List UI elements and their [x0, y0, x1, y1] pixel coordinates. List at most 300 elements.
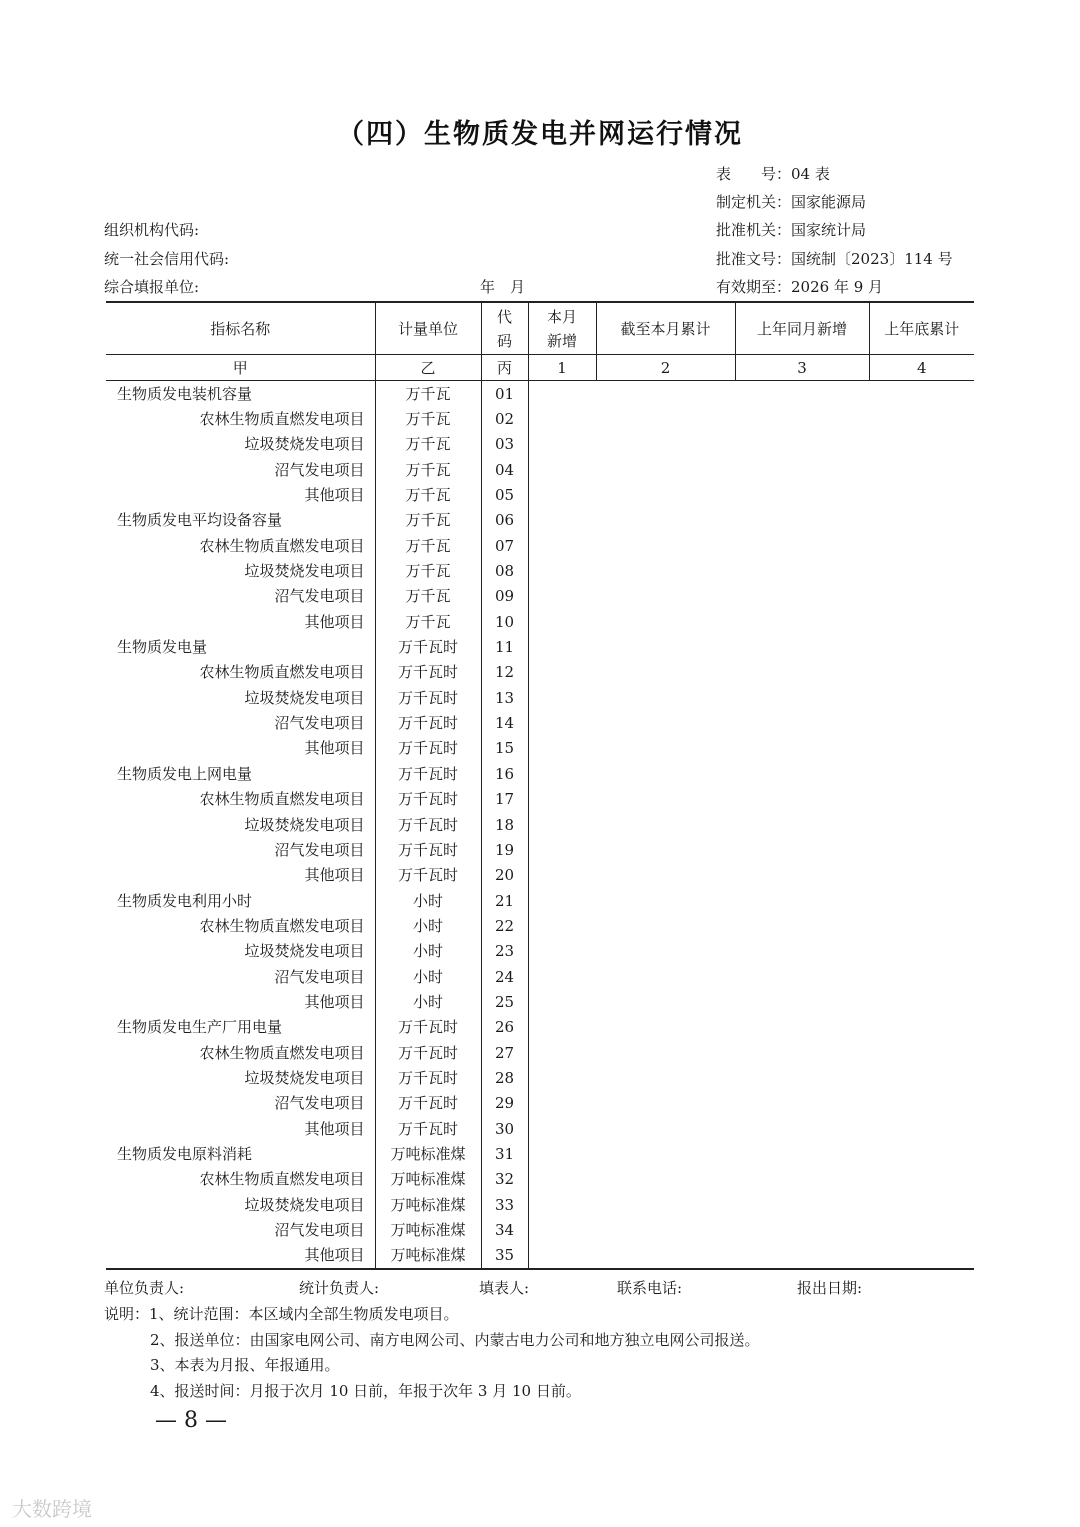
- code-cell: 04: [481, 457, 528, 482]
- value-cell: [528, 685, 596, 710]
- value-cell: [735, 1243, 869, 1269]
- indicator-name-cell: 沼气发电项目: [274, 714, 365, 733]
- value-cell: [528, 1091, 596, 1116]
- unit-cell: 万吨标准煤: [375, 1167, 481, 1192]
- table-row: [106, 432, 974, 457]
- value-cell: [596, 1065, 735, 1090]
- value-cell: [869, 432, 974, 457]
- value-cell: [528, 381, 596, 407]
- value-cell: [528, 913, 596, 938]
- note-line: 3、本表为月报、年报通用。: [150, 1356, 340, 1374]
- indicator-name-cell: 垃圾焚烧发电项目: [244, 688, 365, 707]
- value-cell: [596, 710, 735, 735]
- value-cell: [869, 609, 974, 634]
- value-cell: [869, 761, 974, 786]
- indicator-name-cell: 其他项目: [304, 739, 365, 758]
- value-cell: [869, 1040, 974, 1065]
- subheader-cell: 2: [596, 355, 735, 381]
- value-cell: [735, 736, 869, 761]
- value-cell: [528, 710, 596, 735]
- meta-label: 制定机关：: [716, 193, 792, 211]
- value-cell: [596, 432, 735, 457]
- value-cell: [528, 989, 596, 1014]
- value-cell: [528, 609, 596, 634]
- header-code-line: 码: [496, 331, 512, 350]
- value-cell: [596, 1192, 735, 1217]
- value-cell: [596, 660, 735, 685]
- unit-cell: 万千瓦: [375, 584, 481, 609]
- value-cell: [735, 685, 869, 710]
- meta-valid-until: [716, 278, 883, 296]
- subheader-cell: 1: [528, 355, 596, 381]
- value-cell: [596, 381, 735, 407]
- value-cell: [869, 1116, 974, 1141]
- value-cell: [735, 1217, 869, 1242]
- value-cell: [869, 736, 974, 761]
- unit-cell: 万千瓦: [375, 381, 481, 407]
- value-cell: [596, 812, 735, 837]
- code-cell: 18: [481, 812, 528, 837]
- table-row: [106, 863, 974, 888]
- indicator-name-cell: 农林生物质直燃发电项目: [199, 790, 365, 809]
- value-cell: [869, 685, 974, 710]
- code-cell: 20: [481, 863, 528, 888]
- code-cell: 06: [481, 508, 528, 533]
- value-cell: [596, 787, 735, 812]
- code-cell: 05: [481, 482, 528, 507]
- code-cell: 08: [481, 558, 528, 583]
- value-cell: [528, 837, 596, 862]
- value-cell: [869, 1141, 974, 1166]
- value-cell: [528, 584, 596, 609]
- table-row: [106, 1116, 974, 1141]
- footer-report-date: 报出日期:: [797, 1279, 863, 1297]
- value-cell: [869, 533, 974, 558]
- unit-cell: 万千瓦: [375, 508, 481, 533]
- code-cell: 19: [481, 837, 528, 862]
- code-cell: 02: [481, 406, 528, 431]
- meta-value: 2026 年 9 月: [791, 278, 884, 296]
- unit-cell: 万千瓦时: [375, 863, 481, 888]
- value-cell: [596, 736, 735, 761]
- code-cell: 03: [481, 432, 528, 457]
- table-row: [106, 888, 974, 913]
- value-cell: [735, 406, 869, 431]
- value-cell: [869, 482, 974, 507]
- value-cell: [528, 660, 596, 685]
- code-cell: 09: [481, 584, 528, 609]
- indicator-name-cell: 沼气发电项目: [274, 1221, 365, 1240]
- value-cell: [869, 964, 974, 989]
- indicator-name-cell: 生物质发电生产厂用电量: [117, 1018, 283, 1037]
- indicator-name-cell: 其他项目: [106, 1243, 375, 1269]
- value-cell: [869, 913, 974, 938]
- value-cell: [735, 584, 869, 609]
- value-cell: [528, 1243, 596, 1269]
- unit-cell: 万千瓦: [375, 406, 481, 431]
- credit-code-field: 统一社会信用代码:: [104, 250, 230, 268]
- subheader-cell: 乙: [375, 355, 481, 381]
- code-cell: 26: [481, 1015, 528, 1040]
- code-cell: 27: [481, 1040, 528, 1065]
- code-cell: 11: [481, 634, 528, 659]
- value-cell: [596, 482, 735, 507]
- table-row: [106, 787, 974, 812]
- header-unit: 计量单位: [375, 302, 481, 355]
- unit-cell: 小时: [375, 913, 481, 938]
- value-cell: [869, 1167, 974, 1192]
- value-cell: [528, 1116, 596, 1141]
- value-cell: [528, 888, 596, 913]
- header-code: [481, 302, 528, 355]
- table-row: [106, 964, 974, 989]
- unit-cell: 万千瓦时: [375, 1116, 481, 1141]
- indicator-name-cell: 其他项目: [304, 1119, 365, 1138]
- value-cell: [869, 457, 974, 482]
- value-cell: [596, 685, 735, 710]
- code-cell: 14: [481, 710, 528, 735]
- value-cell: [735, 863, 869, 888]
- value-cell: [528, 1217, 596, 1242]
- header-month-new: [528, 302, 596, 355]
- code-cell: 31: [481, 1141, 528, 1166]
- value-cell: [596, 888, 735, 913]
- table-row: [106, 1217, 974, 1242]
- unit-cell: 万吨标准煤: [375, 1141, 481, 1166]
- notes: [104, 1302, 760, 1404]
- value-cell: [528, 533, 596, 558]
- watermark: 大数跨境: [12, 1497, 92, 1521]
- value-cell: [596, 1243, 735, 1269]
- table-row: [106, 736, 974, 761]
- value-cell: [869, 584, 974, 609]
- meta-value: 04 表: [791, 165, 830, 183]
- note-line: 4、报送时间：月报于次月 10 日前，年报于次年 3 月 10 日前。: [150, 1381, 581, 1400]
- indicator-name-cell: 沼气发电项目: [274, 1094, 365, 1113]
- indicator-name-cell: 垃圾焚烧发电项目: [244, 1068, 365, 1087]
- indicator-name-cell: 垃圾焚烧发电项目: [244, 562, 365, 581]
- unit-cell: 万千瓦: [375, 533, 481, 558]
- unit-cell: 万千瓦时: [375, 710, 481, 735]
- indicator-name-cell: 生物质发电平均设备容量: [117, 511, 283, 530]
- value-cell: [528, 482, 596, 507]
- table-row: [106, 812, 974, 837]
- subheader-cell: 4: [869, 355, 974, 381]
- table-row: [106, 1141, 974, 1166]
- meta-form-number: [716, 165, 830, 183]
- indicator-name-cell: 农林生物质直燃发电项目: [199, 663, 365, 682]
- code-cell: 22: [481, 913, 528, 938]
- table-row: [106, 1040, 974, 1065]
- table-row: [106, 710, 974, 735]
- value-cell: [735, 888, 869, 913]
- table-row: [106, 482, 974, 507]
- value-cell: [596, 1167, 735, 1192]
- table-row: [106, 1243, 974, 1269]
- table-row: [106, 406, 974, 431]
- value-cell: [735, 913, 869, 938]
- value-cell: [528, 1065, 596, 1090]
- header-last-year-end-cumulative: 上年底累计: [869, 302, 974, 355]
- meta-label: 表 号：: [716, 165, 792, 183]
- unit-cell: 万吨标准煤: [375, 1243, 481, 1269]
- unit-cell: 万千瓦时: [375, 1015, 481, 1040]
- unit-cell: 小时: [375, 939, 481, 964]
- meta-label: 批准文号：: [716, 250, 792, 268]
- value-cell: [869, 381, 974, 407]
- year-month-field: 年 月: [480, 278, 526, 296]
- indicator-name-cell: 其他项目: [304, 992, 365, 1011]
- indicator-name-cell: 生物质发电原料消耗: [117, 1144, 253, 1163]
- value-cell: [869, 863, 974, 888]
- table-row: [106, 457, 974, 482]
- indicator-name-cell: 生物质发电利用小时: [117, 891, 253, 910]
- meta-label: 批准机关：: [716, 221, 792, 239]
- value-cell: [528, 1040, 596, 1065]
- footer-filler: 填表人:: [479, 1279, 530, 1297]
- value-cell: [869, 1192, 974, 1217]
- code-cell: 32: [481, 1167, 528, 1192]
- unit-cell: 万千瓦时: [375, 660, 481, 685]
- indicator-name-cell: 沼气发电项目: [274, 460, 365, 479]
- value-cell: [596, 761, 735, 786]
- value-cell: [528, 939, 596, 964]
- meta-value: 国家统计局: [791, 221, 867, 239]
- code-cell: 07: [481, 533, 528, 558]
- value-cell: [596, 1141, 735, 1166]
- value-cell: [596, 584, 735, 609]
- value-cell: [735, 660, 869, 685]
- value-cell: [735, 381, 869, 407]
- table-row: [106, 1091, 974, 1116]
- header-month-new-line: 新增: [546, 331, 577, 350]
- table-row: [106, 381, 974, 407]
- table-row: [106, 1167, 974, 1192]
- indicator-name-cell: 农林生物质直燃发电项目: [199, 536, 365, 555]
- value-cell: [869, 989, 974, 1014]
- table-row: [106, 508, 974, 533]
- value-cell: [735, 1015, 869, 1040]
- value-cell: [735, 533, 869, 558]
- value-cell: [869, 660, 974, 685]
- table-row: [106, 558, 974, 583]
- unit-cell: 万千瓦时: [375, 685, 481, 710]
- value-cell: [528, 1192, 596, 1217]
- value-cell: [869, 710, 974, 735]
- header-last-year-month-new: 上年同月新增: [735, 302, 869, 355]
- code-cell: 15: [481, 736, 528, 761]
- value-cell: [735, 1091, 869, 1116]
- value-cell: [528, 558, 596, 583]
- value-cell: [528, 812, 596, 837]
- code-cell: 23: [481, 939, 528, 964]
- header-code-line: 代: [496, 307, 512, 326]
- unit-cell: 小时: [375, 964, 481, 989]
- meta-label: 有效期至：: [716, 278, 792, 296]
- value-cell: [735, 812, 869, 837]
- value-cell: [596, 939, 735, 964]
- indicator-name-cell: 垃圾焚烧发电项目: [244, 815, 365, 834]
- value-cell: [869, 1065, 974, 1090]
- code-cell: 30: [481, 1116, 528, 1141]
- code-cell: 28: [481, 1065, 528, 1090]
- unit-cell: 万千瓦: [375, 609, 481, 634]
- indicator-name-cell: 沼气发电项目: [274, 967, 365, 986]
- value-cell: [735, 787, 869, 812]
- indicator-name-cell: 农林生物质直燃发电项目: [199, 1043, 365, 1062]
- value-cell: [735, 609, 869, 634]
- value-cell: [735, 1040, 869, 1065]
- table-row: [106, 913, 974, 938]
- value-cell: [735, 837, 869, 862]
- value-cell: [528, 1167, 596, 1192]
- value-cell: [596, 1091, 735, 1116]
- org-code-field: 组织机构代码:: [104, 221, 200, 239]
- value-cell: [735, 989, 869, 1014]
- value-cell: [869, 812, 974, 837]
- unit-cell: 万千瓦时: [375, 1065, 481, 1090]
- table-row: [106, 1192, 974, 1217]
- meta-approving-authority: [716, 221, 866, 239]
- value-cell: [596, 609, 735, 634]
- page-title: （四）生物质发电并网运行情况: [337, 119, 743, 150]
- footer-unit-head: 单位负责人:: [104, 1279, 185, 1297]
- value-cell: [869, 939, 974, 964]
- table-row: [106, 584, 974, 609]
- value-cell: [596, 989, 735, 1014]
- subheader-cell: 丙: [481, 355, 528, 381]
- value-cell: [735, 964, 869, 989]
- note-line: 2、报送单位：由国家电网公司、南方电网公司、内蒙古电力公司和地方独立电网公司报送。: [150, 1330, 760, 1349]
- value-cell: [528, 761, 596, 786]
- unit-cell: 万千瓦时: [375, 761, 481, 786]
- value-cell: [735, 558, 869, 583]
- value-cell: [528, 508, 596, 533]
- value-cell: [869, 1217, 974, 1242]
- value-cell: [735, 1167, 869, 1192]
- unit-cell: 万千瓦时: [375, 1040, 481, 1065]
- unit-cell: 小时: [375, 888, 481, 913]
- header-cumulative: 截至本月累计: [596, 302, 735, 355]
- code-cell: 29: [481, 1091, 528, 1116]
- value-cell: [735, 482, 869, 507]
- value-cell: [528, 457, 596, 482]
- report-table: [106, 301, 974, 1270]
- value-cell: [596, 837, 735, 862]
- value-cell: [528, 634, 596, 659]
- value-cell: [596, 1015, 735, 1040]
- value-cell: [528, 787, 596, 812]
- unit-cell: 万千瓦时: [375, 736, 481, 761]
- code-cell: 21: [481, 888, 528, 913]
- table-row: [106, 761, 974, 786]
- indicator-name-cell: 农林生物质直燃发电项目: [199, 916, 365, 935]
- table-row: [106, 1065, 974, 1090]
- indicator-name-cell: 其他项目: [304, 866, 365, 885]
- value-cell: [735, 1192, 869, 1217]
- value-cell: [735, 710, 869, 735]
- code-cell: 17: [481, 787, 528, 812]
- indicator-name-cell: 生物质发电量: [117, 638, 208, 657]
- code-cell: 16: [481, 761, 528, 786]
- value-cell: [869, 508, 974, 533]
- code-cell: 33: [481, 1192, 528, 1217]
- value-cell: [735, 761, 869, 786]
- header-indicator-name: 指标名称: [106, 302, 375, 355]
- unit-cell: 万千瓦时: [375, 787, 481, 812]
- value-cell: [596, 964, 735, 989]
- page-number: — 8 —: [155, 1408, 227, 1433]
- value-cell: [869, 837, 974, 862]
- indicator-name-cell: 沼气发电项目: [274, 840, 365, 859]
- reporting-unit-field: 综合填报单位:: [104, 278, 200, 296]
- value-cell: [735, 939, 869, 964]
- meta-value: 国家能源局: [791, 193, 867, 211]
- value-cell: [596, 406, 735, 431]
- table-body: [106, 381, 974, 1270]
- value-cell: [735, 1141, 869, 1166]
- value-cell: [735, 1116, 869, 1141]
- unit-cell: 万千瓦时: [375, 812, 481, 837]
- indicator-name-cell: 农林生物质直燃发电项目: [199, 410, 365, 429]
- value-cell: [596, 1116, 735, 1141]
- value-cell: [528, 1015, 596, 1040]
- header-month-new-line: 本月: [546, 307, 577, 326]
- table-row: [106, 685, 974, 710]
- value-cell: [596, 558, 735, 583]
- code-cell: 13: [481, 685, 528, 710]
- value-cell: [596, 1217, 735, 1242]
- value-cell: [869, 1091, 974, 1116]
- unit-cell: 万吨标准煤: [375, 1217, 481, 1242]
- value-cell: [869, 888, 974, 913]
- subheader-cell: 3: [735, 355, 869, 381]
- indicator-name-cell: 垃圾焚烧发电项目: [244, 435, 365, 454]
- value-cell: [596, 533, 735, 558]
- table-row: [106, 1015, 974, 1040]
- unit-cell: 万千瓦时: [375, 634, 481, 659]
- value-cell: [869, 1243, 974, 1269]
- code-cell: 10: [481, 609, 528, 634]
- value-cell: [596, 508, 735, 533]
- meta-approval-number: [716, 250, 953, 268]
- subheader-cell: 甲: [106, 355, 375, 381]
- value-cell: [869, 787, 974, 812]
- value-cell: [596, 634, 735, 659]
- meta-value: 国统制〔2023〕114 号: [791, 250, 953, 268]
- value-cell: [528, 432, 596, 457]
- value-cell: [735, 1065, 869, 1090]
- value-cell: [869, 1015, 974, 1040]
- footer-stats-head: 统计负责人:: [299, 1279, 380, 1297]
- value-cell: [528, 964, 596, 989]
- value-cell: [869, 558, 974, 583]
- value-cell: [735, 634, 869, 659]
- indicator-name-cell: 其他项目: [304, 612, 365, 631]
- unit-cell: 万千瓦: [375, 482, 481, 507]
- unit-cell: 万千瓦时: [375, 1091, 481, 1116]
- value-cell: [596, 913, 735, 938]
- table-row: [106, 609, 974, 634]
- code-cell: 35: [481, 1243, 528, 1269]
- value-cell: [528, 406, 596, 431]
- value-cell: [735, 432, 869, 457]
- value-cell: [735, 508, 869, 533]
- value-cell: [869, 406, 974, 431]
- value-cell: [596, 457, 735, 482]
- indicator-name-cell: 沼气发电项目: [274, 587, 365, 606]
- value-cell: [869, 634, 974, 659]
